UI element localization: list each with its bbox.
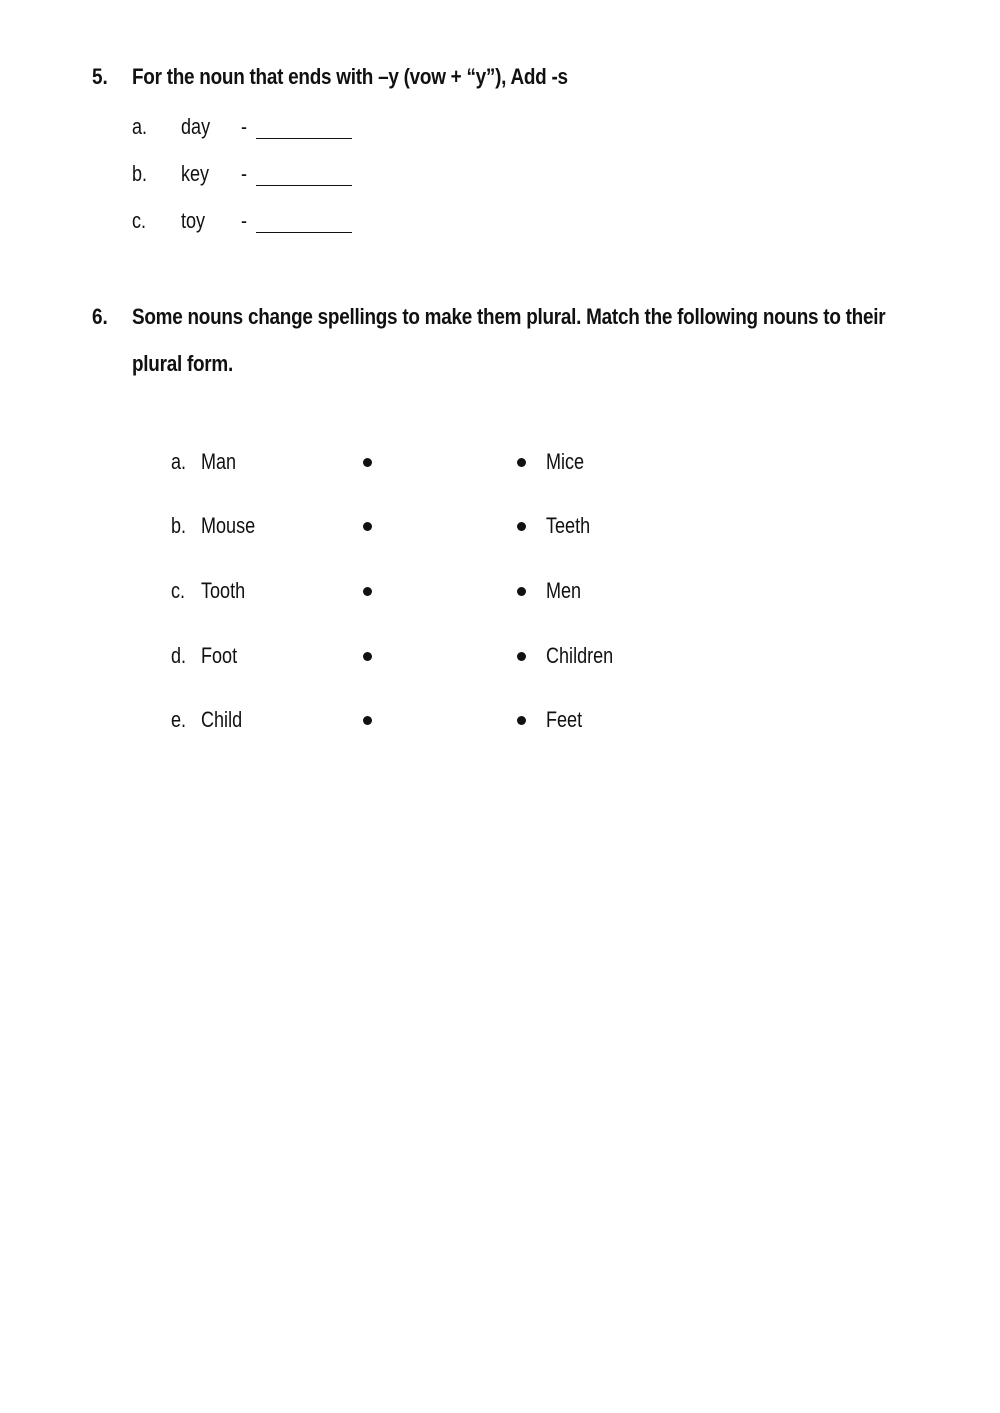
- item-letter: b.: [132, 161, 148, 186]
- left-match-dot[interactable]: [363, 458, 372, 467]
- noun-singular: Tooth: [201, 578, 246, 603]
- right-match-dot[interactable]: [517, 716, 526, 725]
- item-letter: b.: [171, 513, 187, 538]
- question-6-title-line1: Some nouns change spellings to make them plural. Match the following nouns to their: [132, 304, 886, 329]
- item-word: day: [181, 114, 211, 139]
- answer-blank[interactable]: [256, 138, 352, 139]
- item-letter: e.: [171, 707, 187, 732]
- noun-plural: Teeth: [546, 513, 591, 538]
- item-word: toy: [181, 208, 206, 233]
- right-match-dot[interactable]: [517, 652, 526, 661]
- item-letter: a.: [132, 114, 148, 139]
- item-letter: c.: [171, 578, 186, 603]
- item-letter: c.: [132, 208, 147, 233]
- noun-plural: Children: [546, 643, 614, 668]
- noun-singular: Foot: [201, 643, 238, 668]
- answer-blank[interactable]: [256, 185, 352, 186]
- noun-plural: Feet: [546, 707, 583, 732]
- right-match-dot[interactable]: [517, 458, 526, 467]
- item-letter: d.: [171, 643, 187, 668]
- noun-plural: Men: [546, 578, 582, 603]
- item-dash: -: [241, 114, 248, 139]
- item-dash: -: [241, 208, 248, 233]
- left-match-dot[interactable]: [363, 716, 372, 725]
- right-match-dot[interactable]: [517, 522, 526, 531]
- item-dash: -: [241, 161, 248, 186]
- answer-blank[interactable]: [256, 232, 352, 233]
- question-5-number: 5.: [92, 64, 108, 89]
- right-match-dot[interactable]: [517, 587, 526, 596]
- item-word: key: [181, 161, 210, 186]
- noun-singular: Man: [201, 449, 237, 474]
- left-match-dot[interactable]: [363, 522, 372, 531]
- noun-singular: Mouse: [201, 513, 256, 538]
- question-6-title-line2: plural form.: [132, 351, 233, 376]
- left-match-dot[interactable]: [363, 652, 372, 661]
- question-6-number: 6.: [92, 304, 108, 329]
- noun-plural: Mice: [546, 449, 585, 474]
- question-5-title: For the noun that ends with –y (vow + “y”), Add -s: [132, 64, 568, 89]
- item-letter: a.: [171, 449, 187, 474]
- noun-singular: Child: [201, 707, 243, 732]
- left-match-dot[interactable]: [363, 587, 372, 596]
